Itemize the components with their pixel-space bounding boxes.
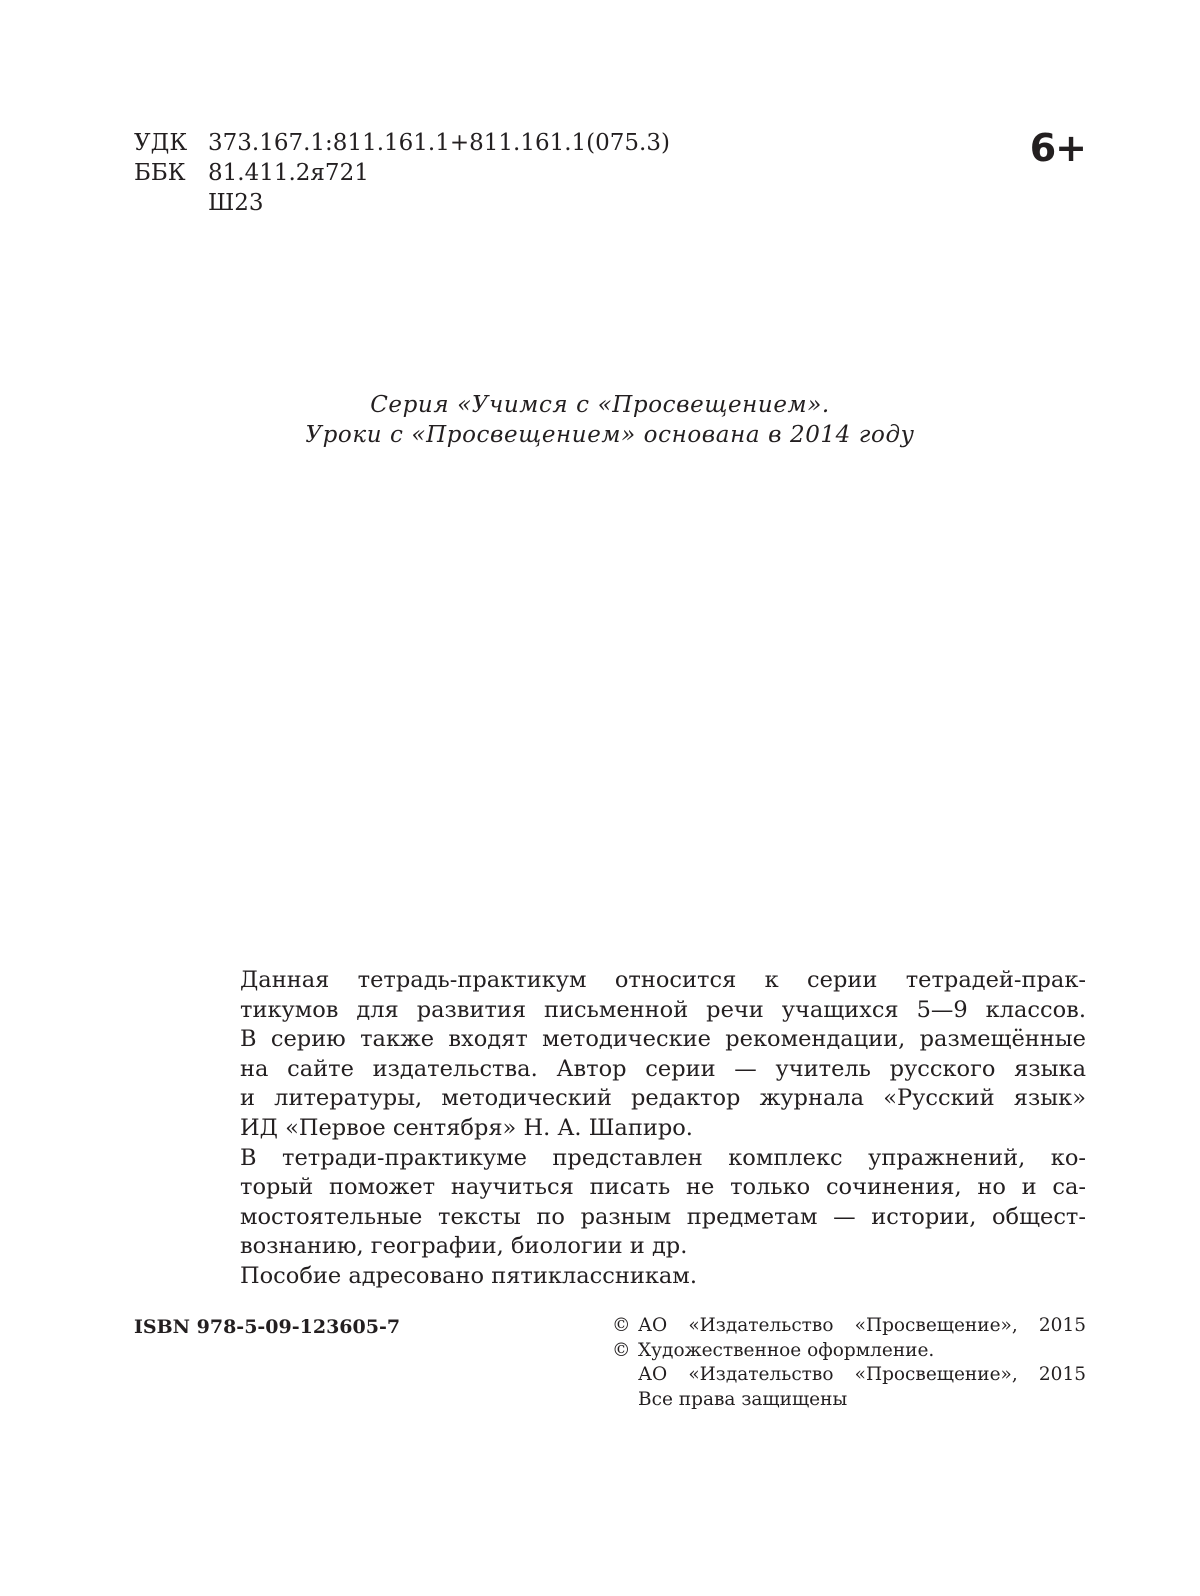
copyright-row-2	[612, 1339, 1086, 1364]
annotation-line: мостоятельные тексты по разным предметам — истории, общест-	[240, 1203, 1086, 1230]
copyright-art-design: Художественное оформление.	[638, 1339, 935, 1361]
series-note-line-2: Уроки с «Просвещением» основана в 2014 году	[305, 422, 915, 448]
annotation-line: В тетради-практикуме представлен комплекс упражнений, ко-	[240, 1144, 1086, 1171]
annotation-line: В серию также входят методические рекомендации, размещённые	[240, 1026, 1086, 1053]
series-note-line-1: Серия «Учимся с «Просвещением».	[370, 392, 830, 418]
annotation-line: Данная тетрадь-практикум относится к серии тетрадей-прак-	[240, 967, 1086, 993]
annotation-line: торый поможет научиться писать не только сочинения, но и са-	[240, 1174, 1086, 1201]
copyright-row-4	[612, 1388, 1086, 1413]
copyright-block	[612, 1314, 1086, 1412]
udk-value: 373.167.1:811.161.1+811.161.1(075.3)	[208, 130, 670, 156]
isbn-number: ISBN 978-5-09-123605-7	[134, 1316, 401, 1338]
age-rating-badge: 6+	[1029, 126, 1086, 170]
author-mark-spacer	[134, 188, 208, 218]
copyright-row-1	[612, 1314, 1086, 1339]
copyright-indent	[612, 1363, 638, 1388]
annotation-line: на сайте издательства. Автор серии — учитель русского языка	[240, 1055, 1086, 1082]
annotation-line: и литературы, методический редактор журнала «Русский язык»	[240, 1085, 1086, 1112]
series-note	[0, 390, 1200, 450]
bbk-row	[134, 158, 670, 188]
annotation-line: ИД «Первое сентября» Н. А. Шапиро.	[240, 1114, 693, 1141]
all-rights-reserved: Все права защищены	[638, 1388, 848, 1410]
udk-label: УДК	[134, 130, 188, 156]
annotation-text	[240, 966, 1086, 1292]
udk-row	[134, 128, 670, 158]
copyright-row-3	[612, 1363, 1086, 1388]
copyright-publisher-art: АО «Издательство «Просвещение», 2015	[638, 1364, 1086, 1385]
copyright-publisher: АО «Издательство «Просвещение», 2015	[638, 1315, 1086, 1336]
annotation-line: вознанию, географии, биологии и др.	[240, 1233, 688, 1260]
copyright-indent	[612, 1388, 638, 1413]
bbk-label: ББК	[134, 160, 186, 186]
classification-block	[134, 128, 670, 218]
copyright-icon: ©	[612, 1315, 631, 1336]
author-mark-row	[134, 188, 670, 218]
annotation-line: тикумов для развития письменной речи учащихся 5—9 классов.	[240, 996, 1086, 1023]
bbk-value: 81.411.2я721	[208, 160, 369, 186]
annotation-line: Пособие адресовано пятиклассникам.	[240, 1262, 697, 1289]
copyright-icon: ©	[612, 1339, 631, 1361]
author-mark: Ш23	[208, 190, 264, 216]
